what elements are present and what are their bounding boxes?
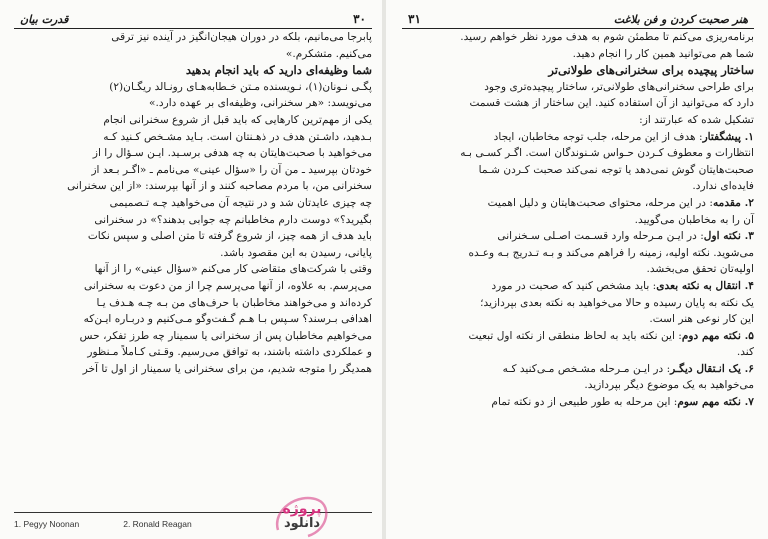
text-line: یکی از مهم‌ترین کارهایی که باید قبل از شروع سخنرانی انجام [103, 113, 372, 126]
left-page-header [14, 4, 372, 29]
list-item [402, 228, 754, 245]
text-line: اولیه‌تان تحقق می‌بخشد. [646, 263, 754, 276]
logo-swirl-icon [268, 490, 336, 539]
left-page-number: ۳۰ [353, 12, 366, 26]
item-text: : در ایـن مـرحله وارد قسـمت اصـلی سـخنرانی [497, 230, 704, 243]
text-line: پابرجا می‌مانیم، بلکه در دوران هیجان‌انگیز در آینده نیز ترقی [111, 31, 372, 43]
text-line: فایده‌ای ندارد. [692, 180, 754, 193]
right-page-header [402, 4, 754, 29]
left-page [0, 0, 382, 539]
right-page-body [402, 29, 754, 411]
list-item [402, 129, 754, 146]
footnote-1: 1. Pegyy Noonan [14, 519, 80, 529]
right-page-title: هنر صحبت کردن و فن بلاغت [613, 13, 748, 26]
text-line: وقتی با شرکت‌های متقاضی کار می‌کنم «سؤال عینی» را از آنها [94, 263, 372, 276]
text-line: چه چیزی عایدتان شد و در نتیجه آن می‌خواهید چـه تـصمیمی [109, 196, 372, 209]
text-line: بگیرید؟» دوست دارم مخاطبانم چه جوابی بدهند؟» در سخنرانی [94, 213, 372, 226]
list-item [402, 361, 754, 378]
text-line: دارد که می‌توانید از آن استفاده کنید. این ساختار از هشت قسمت [469, 97, 754, 110]
text-line: تشکیل شده که عبارتند از: [639, 113, 754, 126]
text-line: باید هدف از همه چیز، از شروع گرفته تا متن اصلی و سپس نکات [87, 230, 372, 243]
text-line: شما هم می‌توانید همین کار را انجام دهید. [572, 47, 754, 60]
watermark-logo [272, 496, 332, 536]
list-item [402, 394, 754, 411]
text-line: می‌خواهید با صحبت‌هایتان به چه هدفی برسـید. ایـن سـؤال را از [92, 147, 372, 160]
list-item [402, 328, 754, 345]
text-line: برنامه‌ریزی می‌کنم تا مطمئن شوم به هدف مورد نظر خواهم رسید. [460, 31, 754, 43]
text-line: خودتان بپرسید ـ من آن را «سؤال عینی» می‌نامم ـ «اگـر بـعد از [91, 163, 372, 176]
item-text: : باید مشخص کنید که صحبت در مورد [491, 279, 657, 292]
logo-line-2: دانلود [283, 515, 321, 531]
text-line: می‌شوید. نکته اولیه، زمینه را فراهم می‌کند و بـه تـدریج بـه وعـده [468, 246, 754, 259]
item-text: : هدف از این مرحله، جلب توجه مخاطبان، ایجاد [493, 130, 703, 143]
text-line: سخنرانی من، با مردم مصاحبه کنند و از آنها بپرسند: «از این سخنرانی [67, 180, 372, 193]
text-line: اهدافی بـرسند؟ سـپس بـا هـم گـفت‌وگو مـی‌کنیم و دربـاره ایـن‌که [83, 313, 372, 326]
text-line: می‌نویسد: «هر سخنرانی، وظیفه‌ای بر عهده دارد.» [149, 97, 372, 110]
text-line: همدیگر را متوجه شدیم، من برای سخنرانی یا سمینار از اول تا آخر [82, 362, 372, 375]
text-line: انتظارات و معطوف کـردن حـواس شـنوندگان است. اگـر کسـی بـه [460, 147, 754, 160]
item-term: ۶. یک انـتقال دیگـر [670, 362, 754, 375]
text-line: یک نکته به پایان رسیده و حالا می‌خواهید به نکته بعدی بپردازید؛ [480, 296, 754, 309]
section-heading: شما وظیفه‌ای دارید که باید انجام بدهید [185, 63, 372, 78]
item-term: ۲. مقدمه [712, 196, 754, 209]
item-text: : این مرحله به طور طبیعی از دو نکته تمام [491, 396, 678, 409]
footnote-2: 2. Ronald Reagan [123, 519, 192, 529]
list-item [402, 278, 754, 295]
section-heading: ساختار پیچیده برای سخنرانی‌های طولانی‌تر [548, 63, 754, 78]
item-term: ۱. پیشگفتار [702, 130, 754, 143]
text-line: آن را به مخاطبان می‌گویید. [634, 213, 754, 226]
item-text: : در این مرحله، محتوای صحبت‌هایتان و دلیل اهمیت [487, 196, 713, 209]
text-line: پگـی نـونان(۱)، نـویسنده مـتن خـطابه‌هـای رونـالد ریگـان(۲) [109, 80, 372, 93]
text-line: و عملکردی داشته باشند، به توافق می‌رسیم. وقـتی کـاملاً مـنظور [87, 346, 372, 359]
text-line: این کار نوعی هنر است. [649, 313, 754, 326]
right-page [386, 0, 768, 539]
item-term: ۷. نکته مهم سوم [677, 396, 754, 409]
left-page-title: قدرت بیان [20, 13, 69, 26]
item-text: : این نکته باید به لحاظ منطقی از نکته اول تبعیت [468, 329, 682, 342]
item-term: ۳. نکته اول [703, 230, 754, 243]
text-line: کند. [736, 346, 754, 359]
text-line: صحبت‌هایتان گوش نمی‌دهد یا توجه نمی‌کند صحبت کـردن شـما [478, 163, 754, 176]
list-item [402, 195, 754, 212]
text-line: می‌خواهید به یک موضوع دیگر بپردازید. [584, 379, 754, 392]
text-line: بـدهید، داشـتن هدف در ذهـنتان است. بـاید مشـخص کـنید کـه [103, 130, 372, 143]
text-line: می‌پرسم. به علاوه، از آنها می‌پرسم چرا از من دعوت به سخنرانی [83, 279, 372, 292]
item-text: : در ایـن مـرحله مشـخص مـی‌کنید کـه [502, 362, 671, 375]
left-page-body [14, 29, 372, 377]
text-line: می‌خواهیم مخاطبان پس از سخنرانی یا سمینار چه طرز تفکر، حس [79, 329, 372, 342]
text-line: پایانی، رسیدن به این مقصود باشد. [220, 246, 372, 259]
item-term: ۴. انتقال به نکته بعدی [656, 279, 754, 292]
text-line: کرده‌اند و می‌خواهند مخاطبان با حرف‌های من بـه چـه هـدف یـا [96, 296, 372, 309]
text-line: برای طراحی سخنرانی‌های طولانی‌تر، ساختار پیچیده‌تری وجود [484, 80, 754, 93]
text-line: می‌کنیم. متشکرم.» [285, 47, 372, 60]
item-term: ۵. نکته مهم دوم [681, 329, 754, 342]
right-page-number: ۳۱ [408, 12, 421, 26]
logo-line-1: پروژه [282, 500, 322, 517]
